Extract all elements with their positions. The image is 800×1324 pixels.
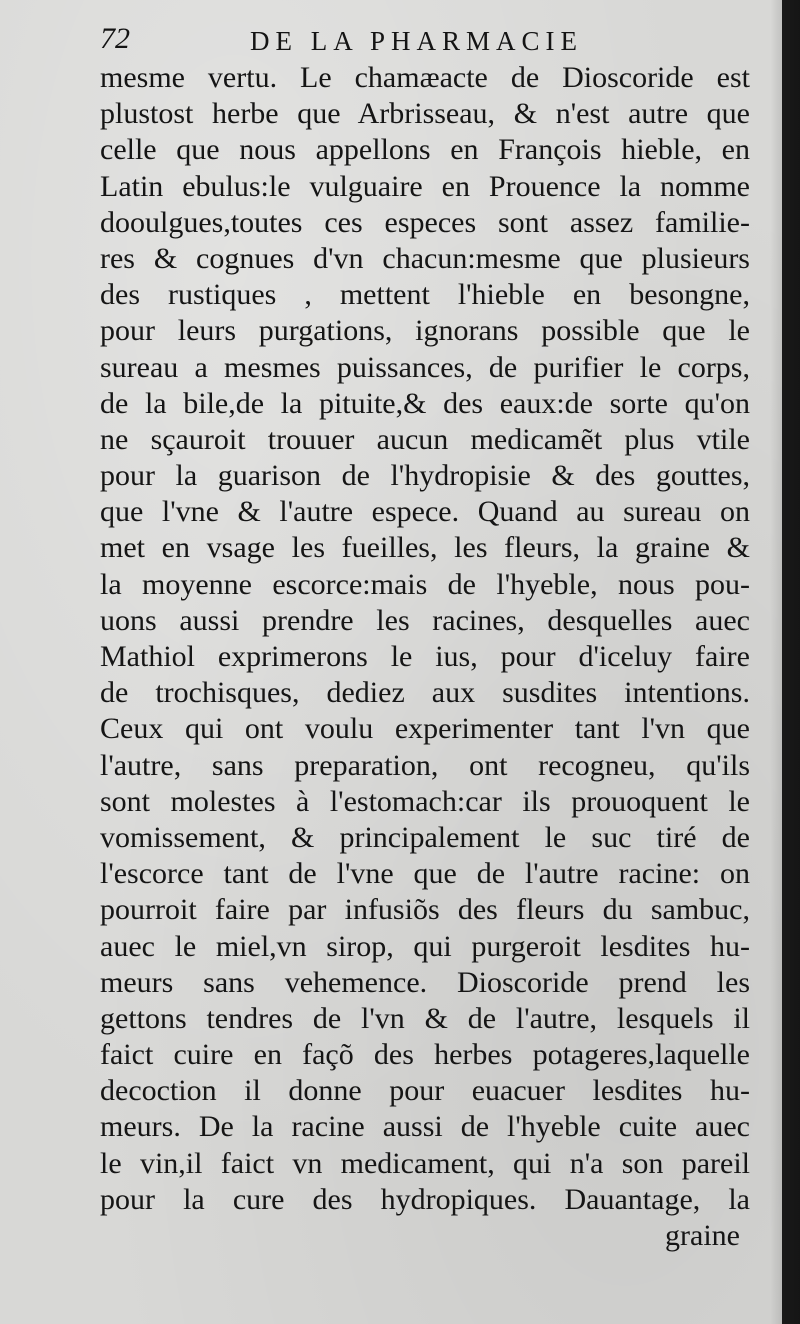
page-edge-shadow [770,0,800,1324]
text-line: Latin ebulus:le vulguaire en Prouence la nomme [100,169,750,203]
text-line: auec le miel,vn sirop, qui purgeroit lesdites hu- [100,929,750,963]
text-line: la moyenne escorce:mais de l'hyeble, nous pou- [100,567,750,601]
text-line: des rustiques , mettent l'hieble en besongne, [100,278,750,312]
text-line: Mathiol exprimerons le ius, pour d'iceluy faire [100,640,750,673]
page-header [100,22,740,62]
text-line: res & cognues d'vn chacun:mesme que plusieurs [100,241,750,275]
text-line: de trochisques, dediez aux susdites intentions. [100,676,750,710]
text-line: l'escorce tant de l'vne que de l'autre racine: on [100,857,750,891]
text-line: meurs. De la racine aussi de l'hyeble cuite auec [100,1110,750,1144]
text-line: vomissement, & principalement le suc tiré de [100,820,750,854]
text-line: pourroit faire par infusiõs des fleurs du sambuc, [100,893,750,927]
text-line: mesme vertu. Le chamæacte de Dioscoride est [100,61,750,94]
text-line: l'autre, sans preparation, ont recogneu, qu'ils [100,748,750,782]
text-line: met en vsage les fueilles, les fleurs, la graine & [100,531,750,565]
text-line: dooulgues,toutes ces especes sont assez familie- [100,205,750,239]
body-text [100,60,750,1254]
text-line: pour leurs purgations, ignorans possible que le [100,314,750,348]
text-line: gettons tendres de l'vn & de l'autre, lesquels il [100,1001,750,1035]
text-line: plustost herbe que Arbrisseau, & n'est autre que [100,97,750,131]
text-line: uons aussi prendre les racines, desquelles auec [100,603,750,637]
text-line: Ceux qui ont voulu experimenter tant l'vn que [100,712,750,746]
text-line: ne sçauroit trouuer aucun medicamẽt plus vtile [100,422,750,456]
text-line: le vin,il faict vn medicament, qui n'a son pareil [100,1146,750,1180]
running-title: DE LA PHARMACIE [250,26,584,56]
text-line: celle que nous appellons en François hieble, en [100,133,750,167]
text-line: sureau a mesmes puissances, de purifier le corps, [100,350,750,384]
text-line: de la bile,de la pituite,& des eaux:de sorte qu'on [100,386,750,420]
text-line: que l'vne & l'autre espece. Quand au sureau on [100,495,750,529]
text-line: sont molestes à l'estomach:car ils prouoquent le [100,784,750,818]
text-line: meurs sans vehemence. Dioscoride prend les [100,965,750,999]
text-line: faict cuire en façõ des herbes potageres,laquelle [100,1038,750,1072]
catchword: graine [665,1219,740,1252]
page-number: 72 [100,22,130,55]
text-line: pour la guarison de l'hydropisie & des gouttes, [100,459,750,493]
text-line: decoction il donne pour euacuer lesdites hu- [100,1074,750,1108]
text-line: pour la cure des hydropiques. Dauantage, la [100,1182,750,1216]
